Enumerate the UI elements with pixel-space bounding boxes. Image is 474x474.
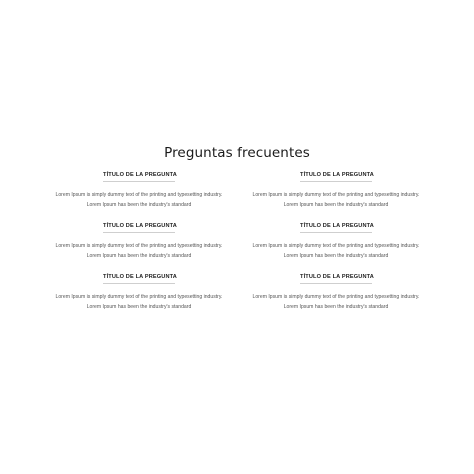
faq-answer-6-line-1: Lorem Ipsum is simply dummy text of the printing and typesetting industry. <box>252 294 420 300</box>
faq-answer-5-line-2: Lorem Ipsum has been the industry's standard <box>86 304 192 310</box>
faq-answer-5-line-1: Lorem Ipsum is simply dummy text of the printing and typesetting industry. <box>55 294 223 300</box>
faq-item-4 <box>244 223 428 261</box>
faq-question-5: TÍTULO DE LA PREGUNTA <box>103 274 175 284</box>
faq-answer-4-line-1: Lorem Ipsum is simply dummy text of the printing and typesetting industry. <box>252 243 420 249</box>
faq-question-4: TÍTULO DE LA PREGUNTA <box>300 223 372 233</box>
faq-item-2 <box>244 172 428 210</box>
faq-section <box>0 144 474 310</box>
faq-heading: Preguntas frecuentes <box>164 145 310 161</box>
faq-question-1: TÍTULO DE LA PREGUNTA <box>103 172 175 182</box>
faq-answer-2-line-1: Lorem Ipsum is simply dummy text of the printing and typesetting industry. <box>252 192 420 198</box>
faq-item-3 <box>47 223 231 261</box>
faq-answer-3-line-1: Lorem Ipsum is simply dummy text of the printing and typesetting industry. <box>55 243 223 249</box>
faq-answer-2 <box>244 190 428 210</box>
faq-answer-4-line-2: Lorem Ipsum has been the industry's standard <box>283 253 389 259</box>
faq-item-6 <box>244 274 428 312</box>
faq-question-3: TÍTULO DE LA PREGUNTA <box>103 223 175 233</box>
faq-answer-3-line-2: Lorem Ipsum has been the industry's standard <box>86 253 192 259</box>
faq-answer-3 <box>47 241 231 261</box>
faq-answer-1-line-1: Lorem Ipsum is simply dummy text of the printing and typesetting industry. <box>55 192 223 198</box>
faq-question-6: TÍTULO DE LA PREGUNTA <box>300 274 372 284</box>
faq-answer-5 <box>47 292 231 312</box>
faq-answer-1-line-2: Lorem Ipsum has been the industry's standard <box>86 202 192 208</box>
faq-answer-6-line-2: Lorem Ipsum has been the industry's standard <box>283 304 389 310</box>
faq-answer-1 <box>47 190 231 210</box>
faq-item-1 <box>47 172 231 210</box>
faq-item-5 <box>47 274 231 312</box>
faq-answer-4 <box>244 241 428 261</box>
faq-answer-2-line-2: Lorem Ipsum has been the industry's standard <box>283 202 389 208</box>
faq-question-2: TÍTULO DE LA PREGUNTA <box>300 172 372 182</box>
faq-answer-6 <box>244 292 428 312</box>
